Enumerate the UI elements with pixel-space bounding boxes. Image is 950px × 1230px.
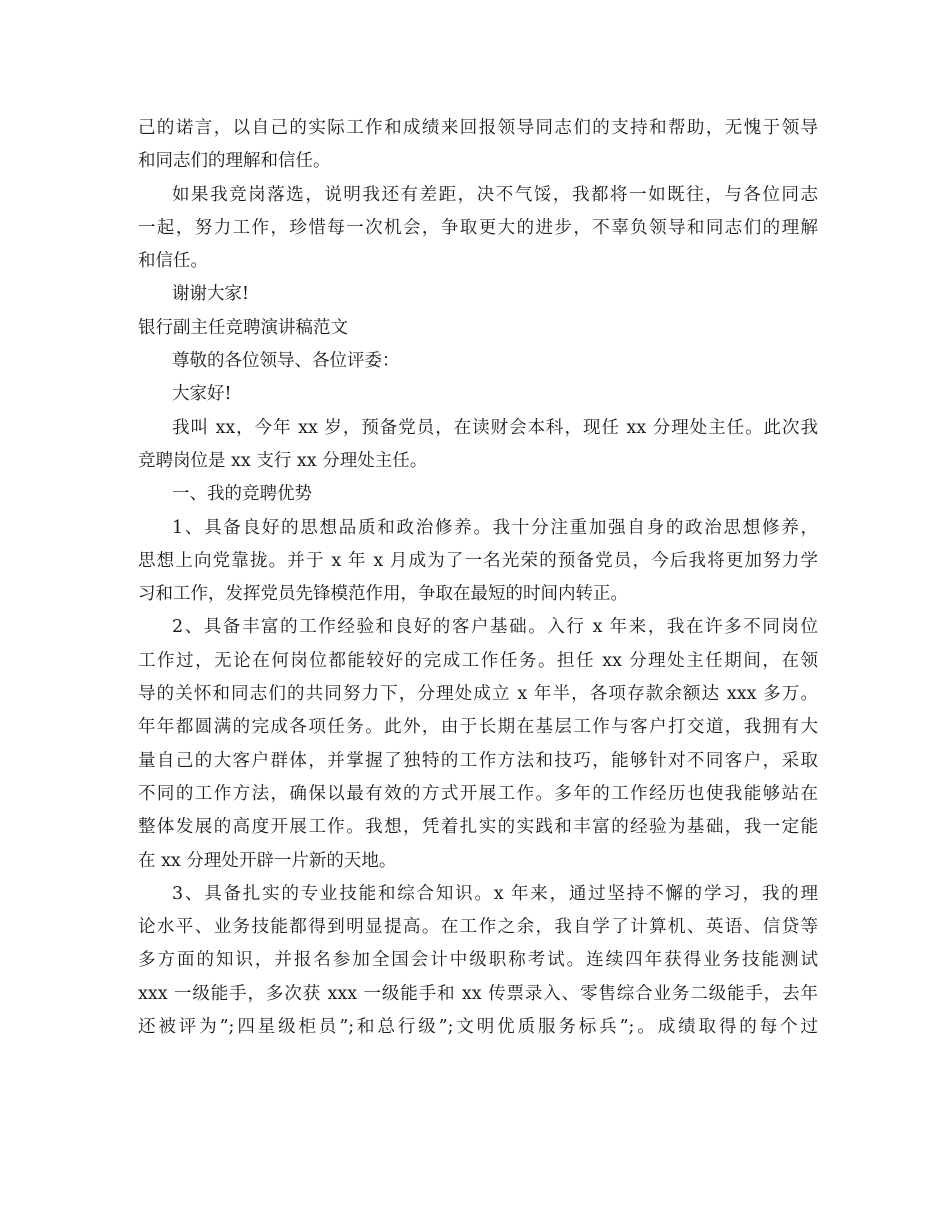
text-line: 2、具备丰富的工作经验和良好的客户基础。入行 x 年来，我在许多不同岗位	[172, 617, 818, 638]
text-line: 多方面的知识，并报名参加全国会计中级职称考试。连续四年获得业务技能测试	[138, 950, 818, 971]
text-line: 如果我竞岗落选，说明我还有差距，决不气馁，我都将一如既往，与各位同志	[172, 184, 818, 205]
text-line: 量自己的大客户群体，并掌握了独特的工作方法和技巧，能够针对不同客户，采取	[138, 750, 818, 771]
text-line: 整体发展的高度开展工作。我想，凭着扎实的实践和丰富的经验为基础，我一定能	[138, 817, 818, 838]
text-line: 工作过，无论在何岗位都能较好的完成工作任务。担任 xx 分理处主任期间，在领	[138, 650, 818, 671]
text-line: 在 xx 分理处开辟一片新的天地。	[138, 850, 397, 871]
text-line: 银行副主任竞聘演讲稿范文	[138, 317, 348, 338]
text-line: 己的诺言，以自己的实际工作和成绩来回报领导同志们的支持和帮助，无愧于领导	[138, 118, 818, 138]
text-line: 和同志们的理解和信任。	[138, 151, 331, 172]
text-line: 习和工作，发挥党员先锋模范作用，争取在最短的时间内转正。	[138, 584, 628, 605]
document-body	[138, 112, 818, 1044]
text-line: 论水平、业务技能都得到明显提高。在工作之余，我自学了计算机、英语、信贷等	[138, 917, 818, 938]
text-line: 大家好!	[172, 384, 232, 405]
text-line: 一起，努力工作，珍惜每一次机会，争取更大的进步，不辜负领导和同志们的理解	[138, 217, 818, 238]
text-line: 我叫 xx，今年 xx 岁，预备党员，在读财会本科，现任 xx 分理处主任。此次我	[172, 417, 818, 438]
text-line: 一、我的竞聘优势	[172, 484, 312, 505]
text-line: 不同的工作方法，确保以最有效的方式开展工作。多年的工作经历也使我能够站在	[138, 783, 818, 804]
text-line: 1、具备良好的思想品质和政治修养。我十分注重加强自身的政治思想修养，	[172, 517, 818, 538]
text-line: 3、具备扎实的专业技能和综合知识。x 年来，通过坚持不懈的学习，我的理	[172, 883, 818, 904]
text-line: xxx 一级能手，多次获 xxx 一级能手和 xx 传票录入、零售综合业务二级能手，去年	[138, 983, 818, 1004]
text-line: 和信任。	[138, 251, 208, 272]
text-line: 年年都圆满的完成各项任务。此外，由于长期在基层工作与客户打交道，我拥有大	[138, 717, 818, 738]
text-line: 思想上向党靠拢。并于 x 年 x 月成为了一名光荣的预备党员，今后我将更加努力学	[138, 550, 818, 571]
text-line: 尊敬的各位领导、各位评委：	[172, 351, 400, 372]
text-line: 竞聘岗位是 xx 支行 xx 分理处主任。	[138, 450, 428, 471]
text-line: 谢谢大家!	[172, 284, 250, 305]
text-line: 导的关怀和同志们的共同努力下，分理处成立 x 年半，各项存款余额达 xxx 多万。	[138, 684, 818, 705]
text-line: 还被评为”;四星级柜员”;和总行级”;文明优质服务标兵”;。成绩取得的每个过	[138, 1017, 818, 1038]
